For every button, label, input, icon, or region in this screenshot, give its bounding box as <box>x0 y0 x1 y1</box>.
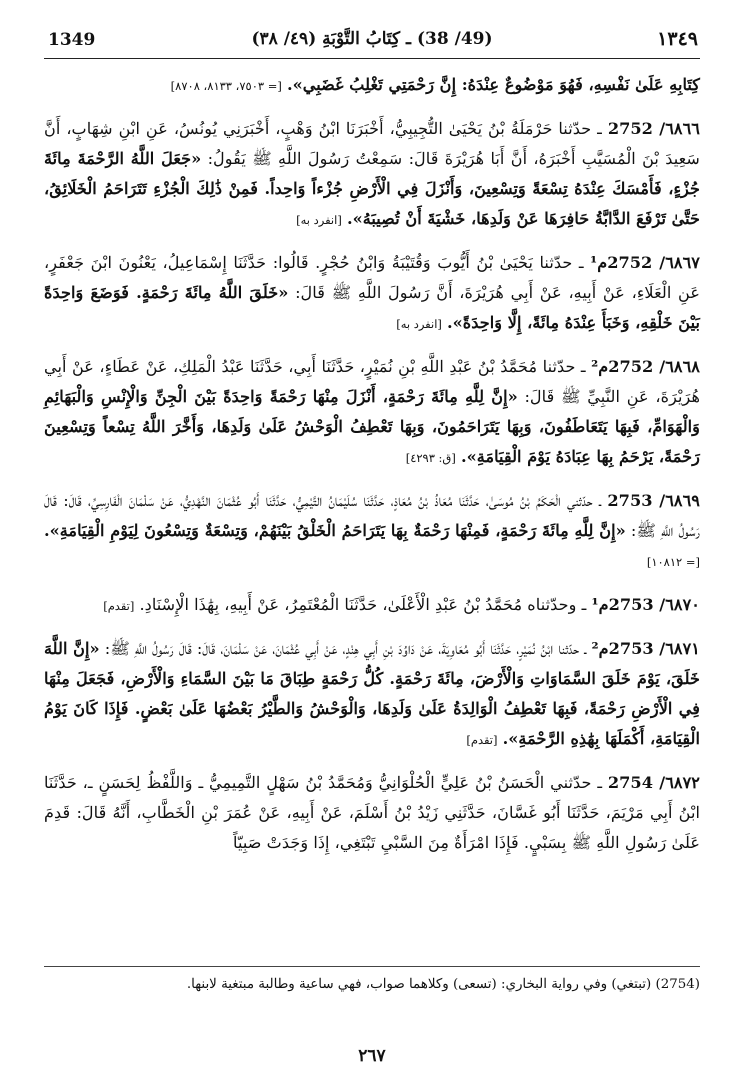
hadith-isnad: ـ حدّثنا يَحْيَىٰ بْنُ أَيُّوبَ وَقُتَيْبَةُ وَابْنُ حُجْرٍ. قَالُوا: حَدَّثَنَا إِسْمَاعِيلُ، يَعْنُونَ ابْنَ جَعْفَرٍ، عَنِ الْعَلَاءِ، عَنْ أَبِيهِ، عَنْ أَبِي هُرَيْرَةَ، أَنَّ رَسُولَ اللَّهِ ﷺ قَالَ: <box>44 253 701 302</box>
footnotes <box>44 966 700 997</box>
book-page <box>44 14 700 1064</box>
hadith-isnad: ـ حدّثنا حَرْمَلَةُ بْنُ يَحْيَىٰ التُّجِيبِيُّ، أَخْبَرَنَا ابْنُ وَهْبٍ، أَخْبَرَنِي يُونُسُ، عَنِ ابْنِ شِهَابٍ، أَنَّ سَعِيدَ بْنَ الْمُسَيَّبِ أَخْبَرَهُ، أَنَّ أَبَا هُرَيْرَةَ قَالَ: سَمِعْتُ رَسُولَ اللَّهِ ﷺ يَقُولُ: <box>44 119 700 168</box>
hadith-number: ٦٨٦٧/ 2752م¹ <box>590 253 700 272</box>
hadith-number: ٦٨٦٩/ 2753 <box>607 491 700 510</box>
hadith-reference: [تقدم] <box>466 733 498 747</box>
running-title: (49/ 38) ـ كِتَابُ التَّوْبَةِ (٤٩/ ٣٨) <box>251 29 493 49</box>
hadith-paragraph <box>44 768 700 859</box>
hadith-paragraph <box>44 248 700 339</box>
page-number-latin: 1349 <box>48 30 96 50</box>
hadith-matn: «جَعَلَ اللَّهُ الرَّحْمَةَ مِائَةَ جُزْءٍ، فَأَمْسَكَ عِنْدَهُ تِسْعَةً وَتِسْعِينَ، وَأَنْزَلَ فِي الْأَرْضِ جُزْءاً وَاحِداً. فَمِنْ ذَٰلِكَ الْجُزْءِ تَتَرَاحَمُ الْخَلَائِقُ، حَتَّىٰ تَرْفَعَ الدَّابَّةُ حَافِرَهَا عَنْ وَلَدِهَا، خَشْيَةَ أَنْ تُصِيبَهُ». <box>44 149 700 228</box>
hadith-isnad: ـ حدّثني الْحَسَنُ بْنُ عَلِيٍّ الْحُلْوَانِيُّ وَمُحَمَّدُ بْنُ سَهْلٍ التَّمِيمِيُّ ـ وَاللَّفْظُ لِحَسَنٍ ـ، حَدَّثَنَا ابْنُ أَبِي مَرْيَمَ، حَدَّثَنَا أَبُو غَسَّانَ، حَدَّثَنِي زَيْدُ بْنُ أَسْلَمَ، عَنْ أَبِيهِ، عَنْ عُمَرَ بْنِ الْخَطَّابِ، أَنَّهُ قَالَ: قَدِمَ عَلَىٰ رَسُولِ اللَّهِ ﷺ بِسَبْيٍ. فَإِذَا امْرَأَةٌ مِنَ السَّبْيِ تَبْتَغِي، إِذَا وَجَدَتْ صَبِيّاً <box>44 773 700 852</box>
hadith-number: ٦٨٧٢/ 2754 <box>607 773 700 792</box>
footer-page-number: ٢٦٧ <box>358 1046 386 1066</box>
hadith-paragraph <box>44 486 700 577</box>
hadith-number: ٦٨٧٠/ 2753م¹ <box>591 595 700 614</box>
hadith-number: ٦٨٧١/ 2753م² <box>591 639 700 658</box>
hadith-text <box>44 70 700 872</box>
hadith-reference: [تقدم] <box>103 599 135 613</box>
hadith-reference: [انفرد به] <box>296 213 342 227</box>
hadith-matn: «إِنَّ اللَّهَ خَلَقَ، يَوْمَ خَلَقَ السَّمَاوَاتِ وَالْأَرْضَ، مِائَةَ رَحْمَةٍ. كُلُّ رَحْمَةٍ طِبَاقَ مَا بَيْنَ السَّمَاءِ وَالْأَرْضِ، فَجَعَلَ مِنْهَا فِي الْأَرْضِ رَحْمَةً، فَبِهَا تَعْطِفُ الْوَالِدَةُ عَلَىٰ وَلَدِهَا، وَالْوَحْشُ وَالطَّيْرُ بَعْضُهَا عَلَىٰ بَعْضٍ. فَإِذَا كَانَ يَوْمُ الْقِيَامَةِ، أَكْمَلَهَا بِهَٰذِهِ الرَّحْمَةِ». <box>44 639 700 748</box>
hadith-reference: [ق: ٤٢٩٣] <box>405 451 456 465</box>
hadith-number: ٦٨٦٨/ 2752م² <box>591 357 700 376</box>
hadith-isnad: ـ وحدّثناه مُحَمَّدُ بْنُ عَبْدِ الْأَعْلَىٰ، حَدَّثَنَا الْمُعْتَمِرُ، عَنْ أَبِيهِ، بِهَٰذَا الْإِسْنَادِ. <box>139 595 592 614</box>
hadith-reference: [انفرد به] <box>396 317 442 331</box>
hadith-matn: كِتَابِهِ عَلَىٰ نَفْسِهِ، فَهُوَ مَوْضُوعٌ عِنْدَهُ: إِنَّ رَحْمَتِي تَغْلِبُ غَضَبِي». <box>287 75 700 94</box>
hadith-matn: «خَلَقَ اللَّهُ مِائَةَ رَحْمَةٍ. فَوَضَعَ وَاحِدَةً بَيْنَ خَلْقِهِ، وَخَبَأَ عِنْدَهُ مِائَةً، إِلَّا وَاحِدَةً». <box>44 283 700 332</box>
hadith-isnad: ـ حدّثنا ابْنُ نُمَيْرٍ، حَدَّثَنَا أَبُو مُعَاوِيَةَ، عَنْ دَاوُدَ بْنِ أَبِي هِنْدٍ، عَنْ أَبِي عُثْمَانَ، عَنْ سَلْمَانَ، قَالَ: قَالَ رَسُولُ اللَّهِ ﷺ: <box>99 639 592 658</box>
page-number-arabic: ١٣٤٩ <box>657 28 698 50</box>
hadith-matn: «إِنَّ لِلَّهِ مِائَةَ رَحْمَةٍ، أَنْزَلَ مِنْهَا رَحْمَةً وَاحِدَةً بَيْنَ الْجِنِّ وَالْإِنْسِ وَالْبَهَائِمِ وَالْهَوَامِّ، فَبِهَا يَتَعَاطَفُونَ، وَبِهَا يَتَرَاحَمُونَ، وَبِهَا تَعْطِفُ الْوَحْشُ عَلَىٰ وَلَدِهَا، وَأَخَّرَ اللَّهُ تِسْعاً وَتِسْعِينَ رَحْمَةً، يَرْحَمُ بِهَا عِبَادَهُ يَوْمَ الْقِيَامَةِ». <box>44 387 700 466</box>
hadith-reference: [= ١٠٨١٢] <box>646 555 700 569</box>
hadith-isnad: ـ حدّثني الْحَكَمُ بْنُ مُوسَىٰ، حَدَّثَنَا مُعَاذُ بْنُ مُعَاذٍ، حَدَّثَنَا سُلَيْمَانُ التَّيْمِيُّ، حَدَّثَنَا أَبُو عُثْمَانَ النَّهْدِيُّ، عَنْ سَلْمَانَ الْفَارِسِيِّ، قَالَ: قَالَ رَسُولُ اللَّهِ ﷺ: <box>44 491 700 540</box>
hadith-paragraph <box>44 70 700 101</box>
hadith-number: ٦٨٦٦/ 2752 <box>607 119 700 138</box>
hadith-paragraph <box>44 114 700 235</box>
hadith-isnad: ـ حدّثنا مُحَمَّدُ بْنُ عَبْدِ اللَّهِ بْنِ نُمَيْرٍ، حَدَّثَنَا أَبِي، حَدَّثَنَا عَبْدُ الْمَلِكِ، عَنْ عَطَاءٍ، عَنْ أَبِي هُرَيْرَةَ، عَنِ النَّبِيِّ ﷺ قَالَ: <box>44 357 700 406</box>
hadith-reference: [= ٧٥٠٣، ٨١٣٣، ٨٧٠٨] <box>170 79 282 93</box>
page-header <box>44 28 700 59</box>
hadith-paragraph <box>44 590 700 621</box>
hadith-paragraph <box>44 352 700 473</box>
footnote-separator <box>44 966 700 967</box>
hadith-paragraph <box>44 634 700 755</box>
footnote: (2754) (تبتغي) وفي رواية البخاري: (تسعى) وكلاهما صواب، فهي ساعية وطالبة مبتغية لابنها. <box>186 977 700 992</box>
hadith-matn: «إِنَّ لِلَّهِ مِائَةَ رَحْمَةٍ، فَمِنْهَا رَحْمَةٌ بِهَا يَتَرَاحَمُ الْخَلْقُ بَيْنَهُمْ، وَتِسْعَةٌ وَتِسْعُونَ لِيَوْمِ الْقِيَامَةِ». <box>44 521 626 540</box>
